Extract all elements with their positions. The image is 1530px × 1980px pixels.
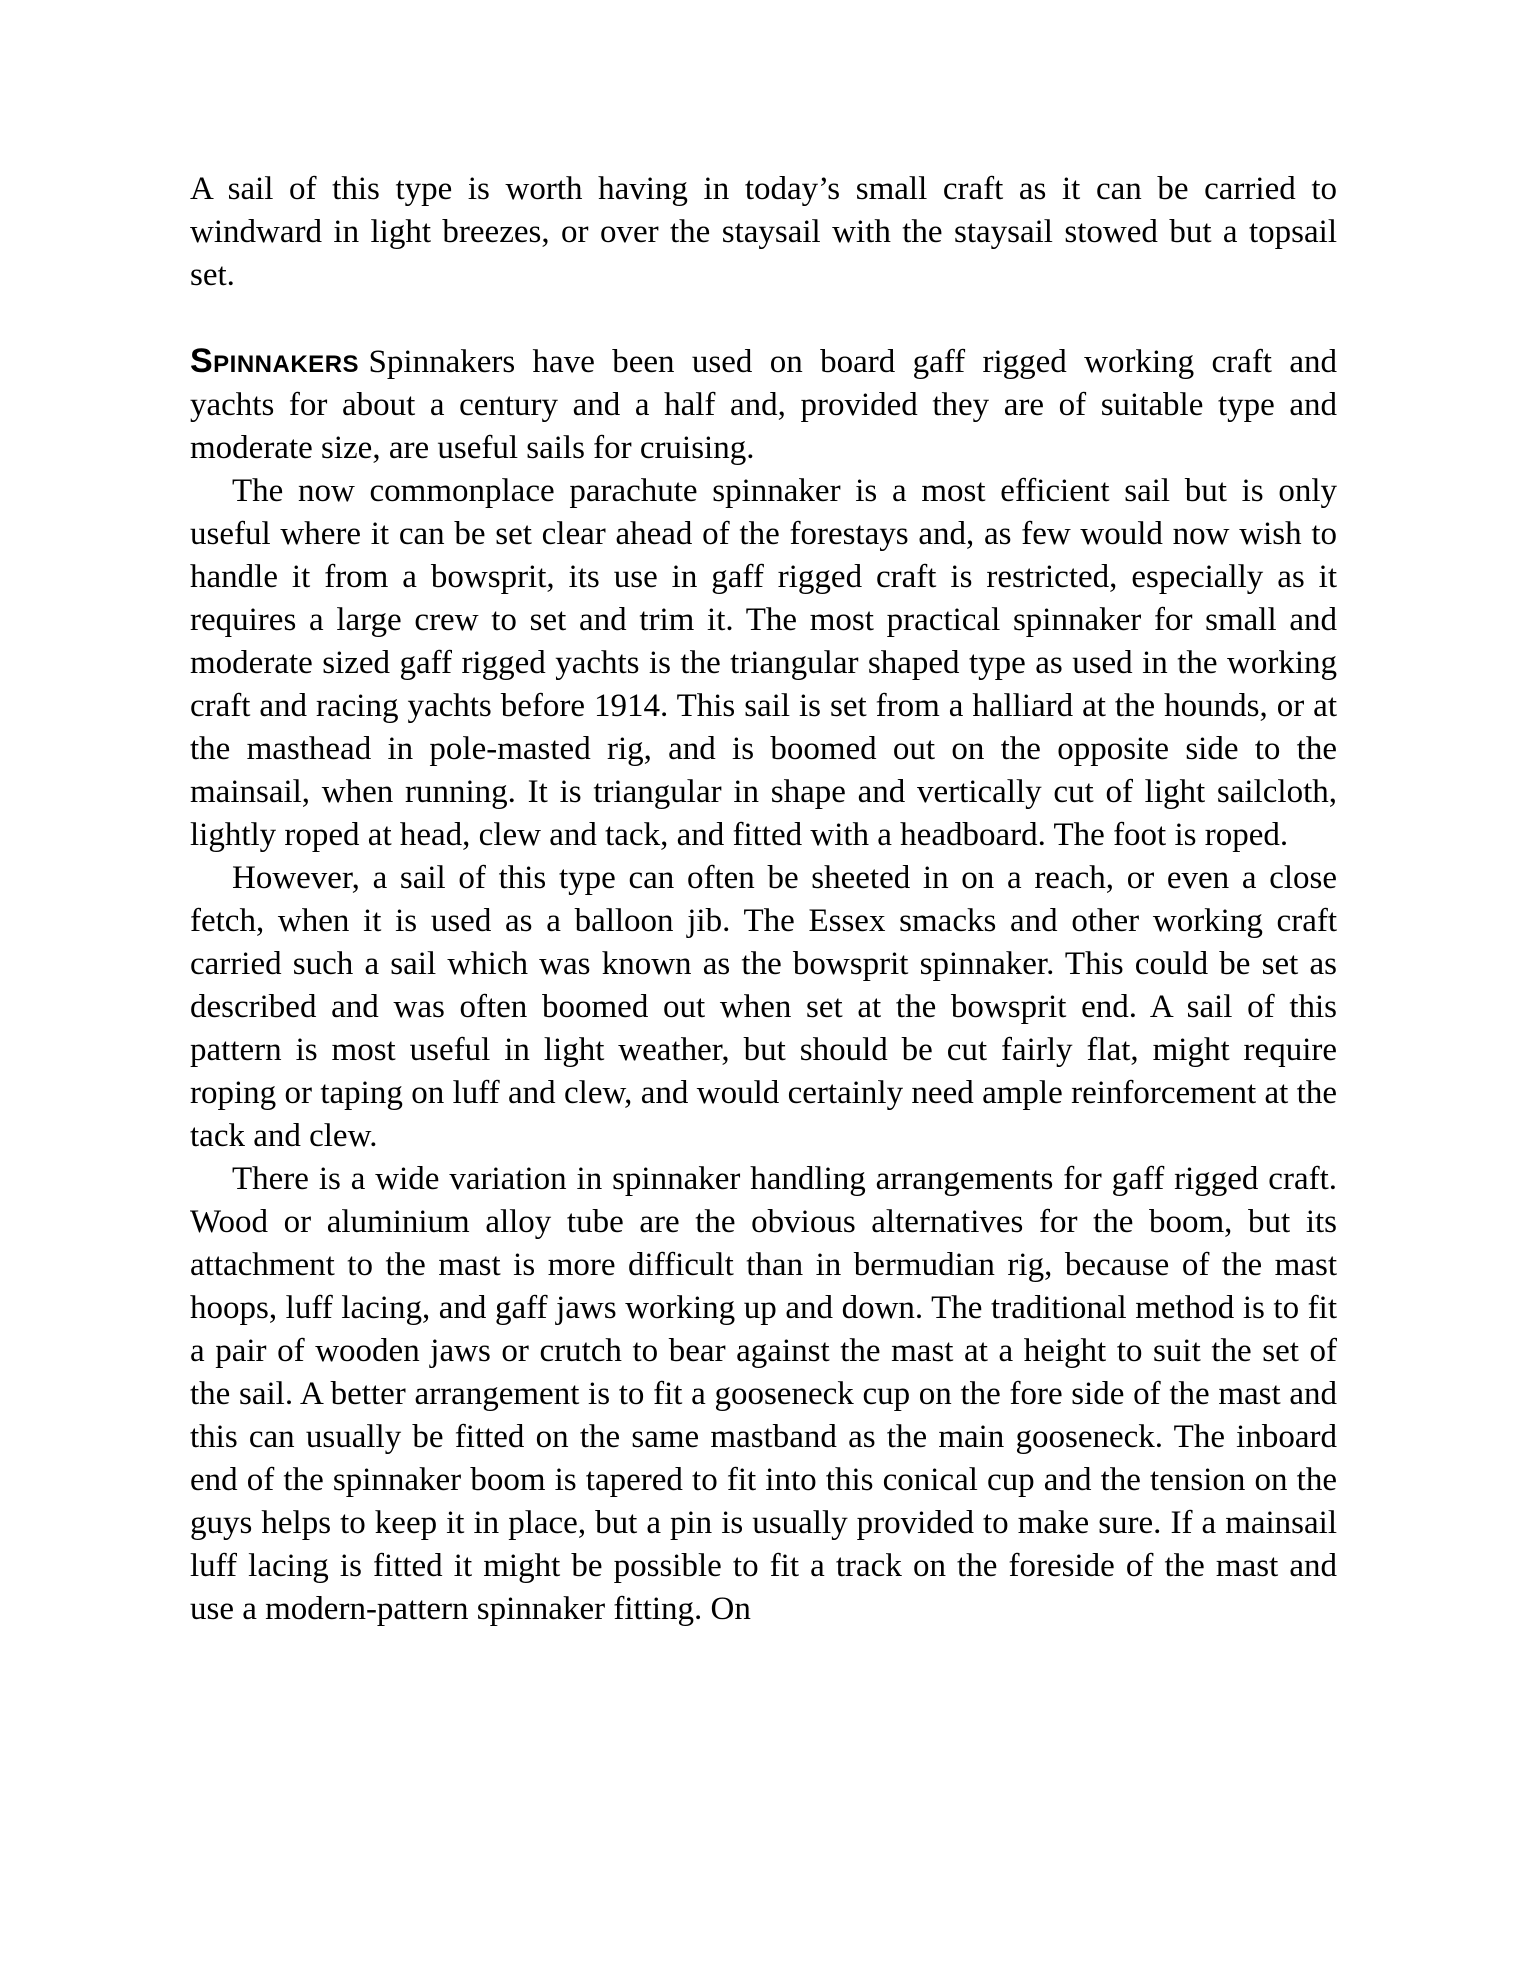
paragraph-parachute-spinnaker: The now commonplace parachute spinnaker is a most efficient sail but is only useful where it can be set clear ahead of the forestays and, as few would now wish to handle it from a bowsprit, its use in gaff rigged craft is restricted, especially as it requires a large crew to set and trim it. The most practical spinnaker for small and moderate sized gaff rigged yachts is the triangular shaped type as used in the working craft and racing yachts before 1914. This sail is set from a halliard at the hounds, or at the masthead in pole-masted rig, and is boomed out on the opposite side to the mainsail, when running. It is triangular in shape and vertically cut of light sailcloth, lightly roped at head, clew and tack, and fitted with a headboard. The foot is roped. <box>190 473 1337 853</box>
body-text-block <box>190 168 1337 1631</box>
section-heading-spinnakers: Spinnakers <box>190 342 360 380</box>
paragraph-handling-arrangements: There is a wide variation in spinnaker handling arrangements for gaff rigged craft. Wood or aluminium alloy tube are the obvious alternatives for the boom, but its attachment to the mast is more difficult than in bermudian rig, because of the mast hoops, luff lacing, and gaff jaws working up and down. The traditional method is to fit a pair of wooden jaws or crutch to bear against the mast at a height to suit the set of the sail. A better arrangement is to fit a gooseneck cup on the fore side of the mast and this can usually be fitted on the same mastband as the main gooseneck. The inboard end of the spinnaker boom is tapered to fit into this conical cup and the tension on the guys helps to keep it in place, but a pin is usually provided to make sure. If a mainsail luff lacing is fitted it might be possible to fit a track on the foreside of the mast and use a modern-pattern spinnaker fitting. On <box>190 1161 1337 1627</box>
paragraph-intro: A sail of this type is worth having in today’s small craft as it can be carried to windward in light breezes, or over the staysail with the staysail stowed but a topsail set. <box>190 171 1337 293</box>
paragraph-spinnakers-text: Spinnakers have been used on board gaff rigged working craft and yachts for about a century and a half and, provided they are of suitable type and moderate size, are useful sails for cruising. <box>190 344 1337 466</box>
paragraph-spinnakers <box>190 340 1337 470</box>
paragraph-balloon-jib: However, a sail of this type can often be sheeted in on a reach, or even a close fetch, when it is used as a balloon jib. The Essex smacks and other working craft carried such a sail which was known as the bowsprit spinnaker. This could be set as described and was often boomed out when set at the bowsprit end. A sail of this pattern is most useful in light weather, but should be cut fairly flat, might require roping or taping on luff and clew, and would certainly need ample reinforcement at the tack and clew. <box>190 860 1337 1154</box>
